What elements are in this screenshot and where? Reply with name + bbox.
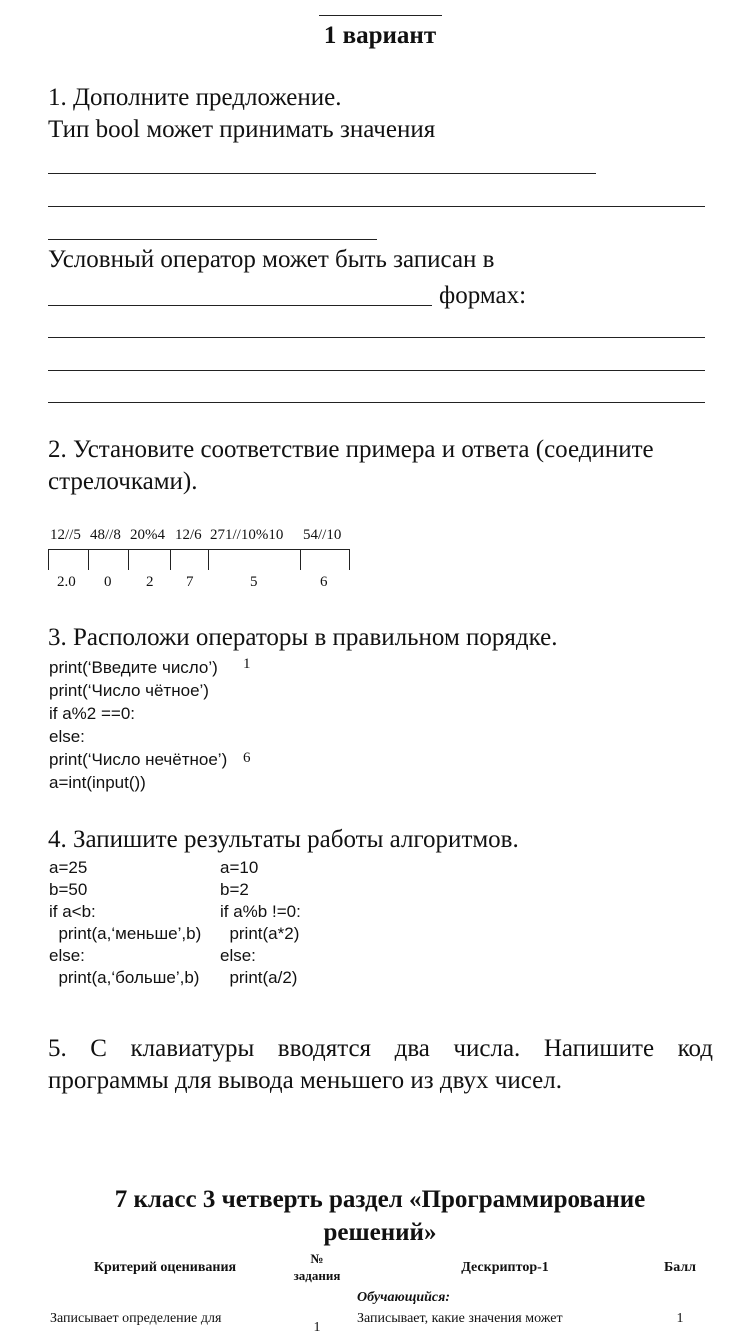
code-line: print(‘Число чётное’) [49, 681, 209, 700]
algo-right-line: b=2 [220, 880, 249, 899]
rubric-row-criteria: Записывает определение для [50, 1311, 222, 1326]
match-answer: 2 [146, 574, 154, 590]
q1-title: 1. Дополните предложение. [48, 84, 342, 111]
answer-line [48, 173, 596, 174]
match-divider [300, 549, 301, 570]
match-answer: 7 [186, 574, 194, 590]
match-example: 12/6 [175, 527, 202, 543]
match-example: 12//5 [50, 527, 81, 543]
match-example: 54//10 [303, 527, 342, 543]
q5-line2: программы для вывода меньшего из двух чисел. [48, 1067, 562, 1094]
match-divider [48, 549, 49, 570]
algo-left-line: a=25 [49, 858, 88, 877]
algo-right-line: else: [220, 946, 256, 965]
code-line: a=int(input()) [49, 773, 146, 792]
answer-line [48, 370, 705, 371]
answer-line [48, 402, 705, 403]
algo-right-line: a=10 [220, 858, 259, 877]
q1-conditional-sentence: Условный оператор может быть записан в [48, 246, 495, 273]
algo-left-line: b=50 [49, 880, 88, 899]
order-mark: 6 [243, 750, 251, 766]
match-example: 20%4 [130, 527, 165, 543]
algo-left-line: print(a,‘больше’,b) [49, 968, 200, 987]
rubric-row-descriptor: Записывает, какие значения может [357, 1311, 563, 1326]
algo-left-line: print(a,‘меньше’,b) [49, 924, 202, 943]
header-rule [319, 15, 442, 16]
rubric-header-task-no: задания [293, 1268, 341, 1283]
match-answer: 2.0 [57, 574, 76, 590]
rubric-row-task: 1 [313, 1320, 321, 1335]
rubric-header-task-no: № [310, 1251, 324, 1266]
rubric-row-score: 1 [676, 1311, 684, 1326]
q3-title: 3. Расположи операторы в правильном порядке. [48, 624, 558, 651]
rubric-title-line1: 7 класс 3 четверть раздел «Программирование [114, 1186, 646, 1213]
match-answer: 0 [104, 574, 112, 590]
match-answer: 5 [250, 574, 258, 590]
match-divider [208, 549, 209, 570]
match-divider [88, 549, 89, 570]
q1-forms-suffix: формах: [439, 282, 527, 309]
algo-right-line: print(a/2) [220, 968, 298, 987]
answer-line [48, 239, 377, 240]
algo-left-line: else: [49, 946, 85, 965]
algo-right-line: if a%b !=0: [220, 902, 301, 921]
match-rule [48, 549, 350, 550]
order-mark: 1 [243, 656, 251, 672]
code-line: print(‘Число нечётное’) [49, 750, 228, 769]
q4-title: 4. Запишите результаты работы алгоритмов. [48, 826, 519, 853]
code-line: if a%2 ==0: [49, 704, 136, 723]
q2-title-line1: 2. Установите соответствие примера и ответа (соедините [48, 436, 654, 463]
rubric-title-line2: решений» [323, 1219, 437, 1246]
match-example: 48//8 [90, 527, 121, 543]
answer-line [48, 206, 705, 207]
code-line: else: [49, 727, 85, 746]
rubric-header-score: Балл [663, 1260, 697, 1275]
rubric-header-descriptor: Дескриптор-1 [461, 1260, 549, 1275]
q5-line1: 5. С клавиатуры вводятся два числа. Напишите код [48, 1035, 713, 1062]
q2-title-line2: стрелочками). [48, 468, 198, 495]
rubric-learner-label: Обучающийся: [357, 1290, 451, 1305]
match-example: 271//10%10 [210, 527, 284, 543]
answer-line [48, 337, 705, 338]
match-divider [128, 549, 129, 570]
answer-line [48, 305, 432, 306]
match-answer: 6 [320, 574, 328, 590]
rubric-header-criteria: Критерий оценивания [93, 1260, 237, 1275]
algo-left-line: if a<b: [49, 902, 96, 921]
variant-title: 1 вариант [323, 22, 437, 49]
q1-bool-sentence: Тип bool может принимать значения [48, 116, 436, 143]
code-line: print(‘Введите число’) [49, 658, 218, 677]
match-divider [349, 549, 350, 570]
match-divider [170, 549, 171, 570]
algo-right-line: print(a*2) [220, 924, 300, 943]
